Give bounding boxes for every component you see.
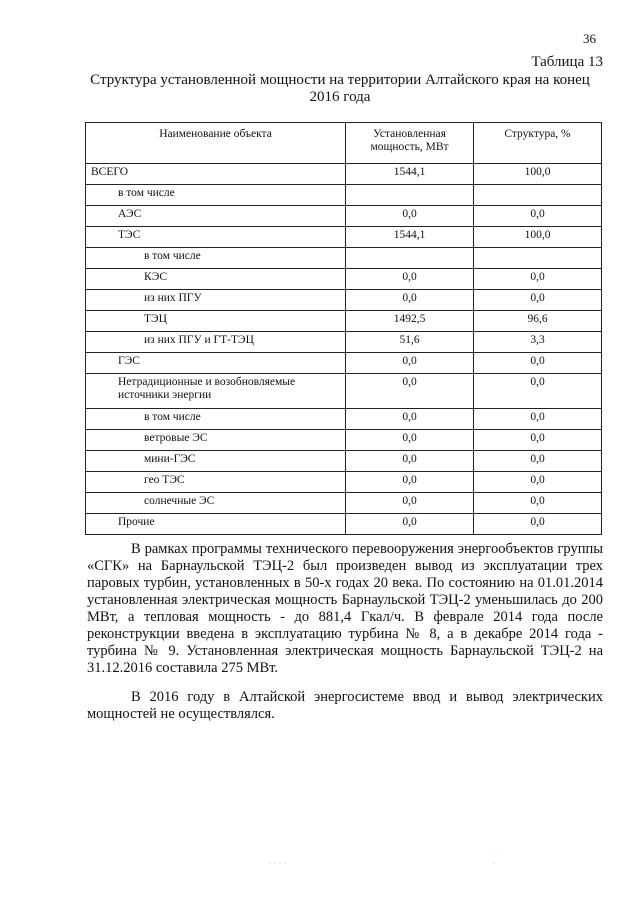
row-share: 0,0 — [474, 451, 602, 472]
row-name: из них ПГУ и ГТ-ТЭЦ — [86, 332, 346, 353]
table-row — [86, 472, 602, 493]
row-capacity: 1544,1 — [346, 227, 474, 248]
scan-artifact: · · · · — [268, 858, 287, 868]
row-capacity: 0,0 — [346, 290, 474, 311]
row-share: 0,0 — [474, 269, 602, 290]
row-capacity: 0,0 — [346, 374, 474, 409]
table-row — [86, 290, 602, 311]
paragraph-no-changes: В 2016 году в Алтайской энергосистеме ввод и вывод электрических мощностей не осуществлялся. — [87, 689, 603, 722]
paragraph-modernization: В рамках программы технического перевооружения энергообъектов группы «СГК» на Барнаульской ТЭЦ-2 был произведен вывод из эксплуатации трех паровых турбин, установленных в 50-х годах 20 века. По состоянию на 01.01.2014 установленная электрическая мощность Барнаульской ТЭЦ-2 уменьшилась до 200 МВт, а тепловая мощность - до 881,4 Гкал/ч. В феврале 2014 года после реконструкции введена в эксплуатацию турбина № 8, а в декабре 2014 года - турбина № 9. Установленная электрическая мощность Барнаульской ТЭЦ-2 на 31.12.2016 составила 275 МВт. — [87, 541, 603, 676]
row-share: 100,0 — [474, 227, 602, 248]
row-name: Прочие — [86, 514, 346, 535]
row-name: ВСЕГО — [86, 164, 346, 185]
row-share: 100,0 — [474, 164, 602, 185]
page-number: 36 — [583, 31, 596, 46]
row-name: в том числе — [86, 248, 346, 269]
row-capacity: 1544,1 — [346, 164, 474, 185]
row-share: 0,0 — [474, 493, 602, 514]
table-row — [86, 332, 602, 353]
row-name: ветровые ЭС — [86, 430, 346, 451]
table-row — [86, 311, 602, 332]
row-name: ТЭЦ — [86, 311, 346, 332]
scan-artifact: · · · — [492, 848, 501, 868]
row-share: 3,3 — [474, 332, 602, 353]
row-capacity: 0,0 — [346, 493, 474, 514]
header-object-name: Наименование объекта — [86, 123, 346, 164]
row-name: в том числе — [86, 409, 346, 430]
table-label: Таблица 13 — [531, 54, 603, 70]
header-share: Структура, % — [474, 123, 602, 164]
row-share: 0,0 — [474, 290, 602, 311]
table-row — [86, 451, 602, 472]
table-row — [86, 430, 602, 451]
row-share: 0,0 — [474, 206, 602, 227]
row-capacity: 51,6 — [346, 332, 474, 353]
table-row — [86, 493, 602, 514]
row-share: 0,0 — [474, 514, 602, 535]
row-capacity: 0,0 — [346, 206, 474, 227]
row-name: АЭС — [86, 206, 346, 227]
row-name: из них ПГУ — [86, 290, 346, 311]
row-capacity: 0,0 — [346, 514, 474, 535]
row-share — [474, 185, 602, 206]
table-row — [86, 206, 602, 227]
table-row — [86, 409, 602, 430]
row-name: в том числе — [86, 185, 346, 206]
row-share: 0,0 — [474, 353, 602, 374]
table-header-row — [86, 123, 602, 164]
row-capacity: 0,0 — [346, 409, 474, 430]
row-name: гео ТЭС — [86, 472, 346, 493]
table-row — [86, 164, 602, 185]
row-capacity: 0,0 — [346, 472, 474, 493]
row-capacity: 0,0 — [346, 353, 474, 374]
table-row — [86, 185, 602, 206]
row-name: ТЭС — [86, 227, 346, 248]
row-share — [474, 248, 602, 269]
row-name: мини-ГЭС — [86, 451, 346, 472]
row-capacity — [346, 248, 474, 269]
row-share: 0,0 — [474, 472, 602, 493]
row-name: КЭС — [86, 269, 346, 290]
table-row — [86, 227, 602, 248]
row-share: 0,0 — [474, 374, 602, 409]
header-capacity: Установленная мощность, МВт — [346, 123, 474, 164]
table-row — [86, 514, 602, 535]
row-share: 0,0 — [474, 409, 602, 430]
row-name: солнечные ЭС — [86, 493, 346, 514]
row-capacity: 0,0 — [346, 451, 474, 472]
table-row — [86, 353, 602, 374]
row-share: 96,6 — [474, 311, 602, 332]
row-capacity: 1492,5 — [346, 311, 474, 332]
row-name: Нетрадиционные и возобновляемые источники энергии — [86, 374, 346, 409]
table-row — [86, 269, 602, 290]
row-capacity — [346, 185, 474, 206]
table-title: Структура установленной мощности на территории Алтайского края на конец 2016 года — [90, 72, 590, 105]
row-capacity: 0,0 — [346, 430, 474, 451]
row-name: ГЭС — [86, 353, 346, 374]
table-row — [86, 248, 602, 269]
capacity-structure-table — [85, 122, 602, 535]
row-capacity: 0,0 — [346, 269, 474, 290]
table-row — [86, 374, 602, 409]
row-share: 0,0 — [474, 430, 602, 451]
